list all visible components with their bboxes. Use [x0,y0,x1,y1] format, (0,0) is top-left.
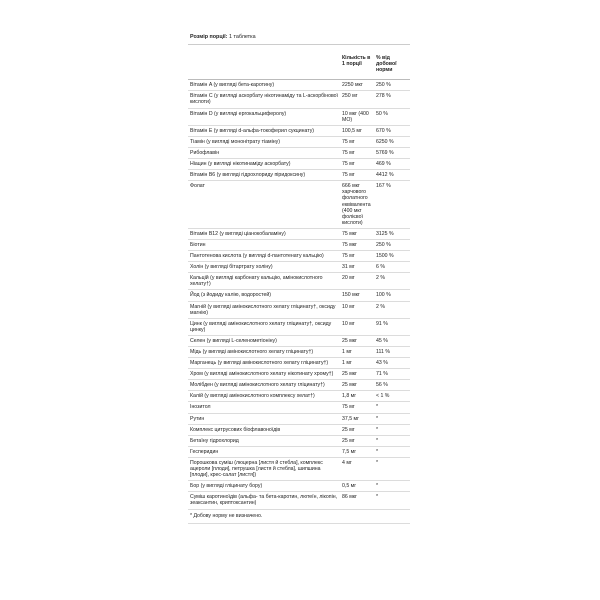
ingredient-daily-value: 1500 % [374,251,410,262]
table-row [188,380,410,391]
ingredient-name: Суміш каротиноїдів (альфа- та бета-каротин, лютеїн, лікопін, зеаксантин, криптоксантин) [188,492,340,509]
table-row [188,80,410,91]
ingredient-amount: 37,5 мг [340,413,374,424]
ingredient-amount: 250 мг [340,91,374,108]
ingredient-daily-value: * [374,424,410,435]
ingredient-amount: 75 мкг [340,228,374,239]
ingredient-name: Йод (з йодиду калію, водоростей) [188,290,340,301]
ingredient-daily-value: * [374,446,410,457]
ingredient-amount: 75 мг [340,402,374,413]
ingredient-amount: 4 мг [340,457,374,480]
table-row [188,413,410,424]
table-row [188,369,410,380]
table-row [188,251,410,262]
ingredient-amount: 100,5 мг [340,125,374,136]
ingredient-name: Бетаїну гідрохлорид [188,435,340,446]
table-row [188,239,410,250]
ingredient-name: Вітамін E (у вигляді d-альфа-токоферил сукцинату) [188,125,340,136]
ingredient-amount: 75 мг [340,136,374,147]
table-row [188,159,410,170]
table-row [188,391,410,402]
table-row [188,335,410,346]
nutrition-table [188,44,410,510]
ingredient-daily-value: 670 % [374,125,410,136]
ingredient-daily-value: < 1 % [374,391,410,402]
ingredient-name: Калій (у вигляді амінокислотного комплексу хелат†) [188,391,340,402]
table-row [188,481,410,492]
ingredient-amount: 20 мг [340,273,374,290]
table-row [188,136,410,147]
table-row [188,147,410,158]
table-row [188,290,410,301]
ingredient-name: Кальцій (у вигляді карбонату кальцію, амінокислотного хелату†) [188,273,340,290]
ingredient-amount: 666 мкг харчового фолатного еквівалента (400 мкг фолієвої кислоти) [340,181,374,229]
ingredient-amount: 31 мг [340,262,374,273]
ingredient-name: Вітамін B6 (у вигляді гідрохлориду піридоксину) [188,170,340,181]
ingredient-amount: 10 мкг (400 МО) [340,108,374,125]
ingredient-amount: 10 мг [340,301,374,318]
table-row [188,108,410,125]
ingredient-daily-value: * [374,492,410,509]
ingredient-amount: 150 мкг [340,290,374,301]
header-amount: Кількість в 1 порції [340,45,374,80]
ingredient-amount: 75 мкг [340,239,374,250]
ingredient-name: Бор (у вигляді гліцинату бору) [188,481,340,492]
ingredient-name: Порошкова суміш (люцерна [листя й стебла], комплекс ацероли [плоди], петрушка [листя й стебла], шипшина [плоди], крес-салат [листя]) [188,457,340,480]
ingredient-daily-value: * [374,435,410,446]
table-row [188,228,410,239]
table-row [188,435,410,446]
table-row [188,492,410,509]
ingredient-daily-value: 278 % [374,91,410,108]
table-row [188,402,410,413]
ingredient-name: Магній (у вигляді амінокислотного хелату гліцинату†, оксиду магнію) [188,301,340,318]
ingredient-daily-value: 91 % [374,318,410,335]
ingredient-daily-value: 250 % [374,239,410,250]
ingredient-amount: 25 мг [340,424,374,435]
table-row [188,262,410,273]
footnote: * Добову норму не визначено. [188,510,410,524]
table-row [188,301,410,318]
ingredient-name: Рутин [188,413,340,424]
ingredient-name: Комплекс цитрусових біофлавоноїдів [188,424,340,435]
ingredient-name: Тіамін (у вигляді мононітрату тіаміну) [188,136,340,147]
ingredient-name: Селен (у вигляді L-селенометіоніну) [188,335,340,346]
ingredient-name: Біотин [188,239,340,250]
ingredient-name: Рибофлавін [188,147,340,158]
ingredient-name: Холін (у вигляді бітартрату холіну) [188,262,340,273]
ingredient-daily-value: * [374,402,410,413]
ingredient-amount: 0,5 мг [340,481,374,492]
ingredient-daily-value: 71 % [374,369,410,380]
ingredient-name: Фолат [188,181,340,229]
table-row [188,125,410,136]
ingredient-amount: 1 мг [340,358,374,369]
ingredient-amount: 25 мкг [340,335,374,346]
ingredient-daily-value: 56 % [374,380,410,391]
ingredient-daily-value: 3125 % [374,228,410,239]
table-row [188,446,410,457]
ingredient-amount: 25 мг [340,435,374,446]
ingredient-daily-value: 6250 % [374,136,410,147]
table-header-row [188,45,410,80]
serving-size [188,32,410,44]
table-row [188,347,410,358]
ingredient-amount: 75 мг [340,159,374,170]
table-body [188,80,410,509]
serving-size-value: 1 таблетка [228,34,256,40]
table-row [188,424,410,435]
ingredient-daily-value: 111 % [374,347,410,358]
ingredient-name: Вітамін A (у вигляді бета-каротину) [188,80,340,91]
ingredient-name: Марганець (у вигляді амінокислотного хелату гліцинату†) [188,358,340,369]
table-row [188,181,410,229]
ingredient-daily-value: 50 % [374,108,410,125]
table-row [188,170,410,181]
ingredient-daily-value: 2 % [374,273,410,290]
ingredient-amount: 25 мкг [340,369,374,380]
header-ingredient [188,45,340,80]
ingredient-daily-value: * [374,457,410,480]
header-daily-value: % від добової норми [374,45,410,80]
ingredient-amount: 86 мкг [340,492,374,509]
ingredient-daily-value: 469 % [374,159,410,170]
ingredient-amount: 1,8 мг [340,391,374,402]
ingredient-amount: 75 мг [340,147,374,158]
ingredient-name: Вітамін D (у вигляді ергокальциферолу) [188,108,340,125]
serving-size-label: Розмір порції: [190,34,228,40]
ingredient-daily-value: 167 % [374,181,410,229]
ingredient-daily-value: 100 % [374,290,410,301]
ingredient-amount: 2250 мкг [340,80,374,91]
ingredient-amount: 7,5 мг [340,446,374,457]
ingredient-name: Пантотенова кислота (у вигляді d-пантотенату кальцію) [188,251,340,262]
ingredient-name: Вітамін B12 (у вигляді ціанокобаламіну) [188,228,340,239]
ingredient-name: Ніацин (у вигляді нікотинаміду аскорбату) [188,159,340,170]
ingredient-name: Інозитол [188,402,340,413]
supplement-facts-panel [188,32,410,524]
ingredient-daily-value: 4412 % [374,170,410,181]
ingredient-daily-value: 6 % [374,262,410,273]
ingredient-daily-value: 45 % [374,335,410,346]
ingredient-name: Вітамін C (у вигляді аскорбату нікотинаміду та L-аскорбінової кислоти) [188,91,340,108]
table-row [188,358,410,369]
ingredient-name: Гесперидин [188,446,340,457]
ingredient-daily-value: * [374,413,410,424]
ingredient-name: Цинк (у вигляді амінокислотного хелату гліцинату†, оксиду цинку) [188,318,340,335]
ingredient-daily-value: 2 % [374,301,410,318]
ingredient-amount: 75 мг [340,170,374,181]
table-row [188,457,410,480]
ingredient-amount: 75 мг [340,251,374,262]
ingredient-daily-value: 43 % [374,358,410,369]
table-row [188,318,410,335]
ingredient-name: Молібден (у вигляді амінокислотного хелату гліцинату†) [188,380,340,391]
ingredient-amount: 10 мг [340,318,374,335]
ingredient-name: Мідь (у вигляді амінокислотного хелату гліцинату†) [188,347,340,358]
table-row [188,273,410,290]
ingredient-daily-value: 250 % [374,80,410,91]
ingredient-amount: 25 мкг [340,380,374,391]
ingredient-amount: 1 мг [340,347,374,358]
ingredient-daily-value: 5769 % [374,147,410,158]
ingredient-name: Хром (у вигляді амінокислотного хелату нікотинату хрому†) [188,369,340,380]
table-row [188,91,410,108]
ingredient-daily-value: * [374,481,410,492]
